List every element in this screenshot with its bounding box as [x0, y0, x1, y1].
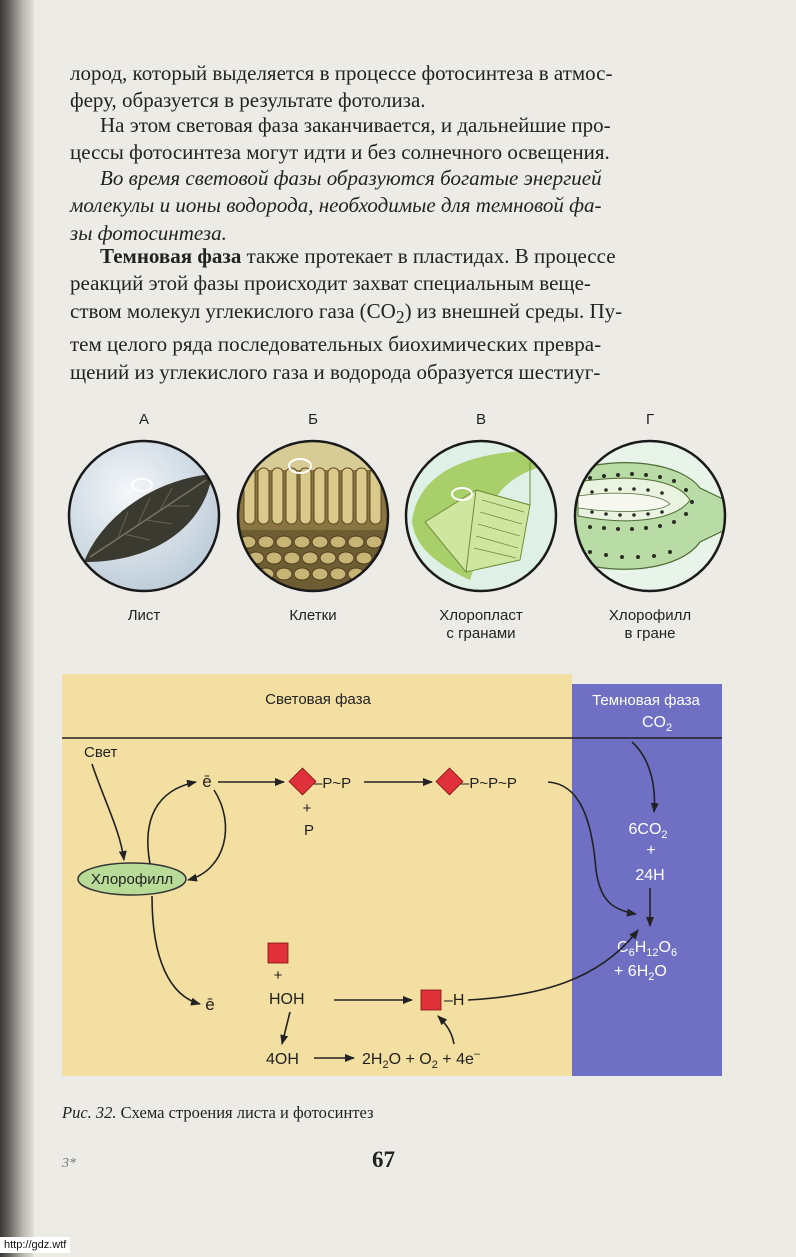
- g-h: H: [634, 939, 647, 956]
- electron-top: ē: [202, 772, 212, 791]
- p-2h: 2H: [362, 1051, 383, 1068]
- co2-text: CO: [641, 714, 666, 731]
- spongy-cell: [320, 552, 336, 564]
- adp-p-p: –P~P: [314, 775, 352, 792]
- spongy-cell: [366, 536, 382, 548]
- water-oxygen-products: [362, 1048, 481, 1071]
- light-label: Свет: [84, 744, 118, 761]
- term-dark-phase: Темновая фаза: [100, 244, 242, 268]
- circle-letter-v: В: [475, 411, 486, 428]
- text-line: тем целого ряда последовательных биохимических превра-: [70, 332, 602, 357]
- subscript: 2: [395, 307, 405, 327]
- g-6b: 6: [670, 947, 678, 959]
- hoh-label: HOH: [269, 991, 305, 1008]
- w-2: 2: [648, 971, 655, 983]
- w-o: O: [654, 963, 667, 980]
- label-line: Клетки: [289, 607, 337, 624]
- palisade-cell: [272, 468, 283, 524]
- spongy-cell: [276, 568, 292, 580]
- p-o: O + O: [388, 1051, 432, 1068]
- atp-p-p-p: –P~P~P: [461, 775, 517, 792]
- six-co2-text: 6CO: [628, 821, 662, 838]
- spongy-cell: [330, 568, 346, 580]
- co2-sub: 2: [665, 722, 673, 734]
- h-bound-marker: [421, 990, 441, 1010]
- palisade-cell: [286, 468, 297, 524]
- g-o: O: [658, 939, 671, 956]
- text-line: цессы фотосинтеза могут идти и без солнечного освещения.: [70, 140, 610, 165]
- p-sub1: 2: [382, 1059, 389, 1071]
- palisade-cell: [300, 468, 311, 524]
- six-co2-sub: 2: [661, 829, 668, 841]
- spongy-cell: [356, 552, 372, 564]
- label-line: Хлоропласт: [439, 607, 523, 624]
- page-number: 67: [372, 1147, 395, 1172]
- palisade-cell: [314, 468, 325, 524]
- label-line: Хлорофилл: [608, 607, 692, 624]
- leaf-illustration: [69, 441, 219, 591]
- circle-letter-g: Г: [645, 411, 655, 428]
- text-line: щений из углекислого газа и водорода образуется шестиуг-: [70, 359, 601, 384]
- h24: 24H: [635, 867, 665, 884]
- source-watermark: http://gdz.wtf: [0, 1237, 70, 1253]
- spongy-cell: [258, 536, 274, 548]
- light-phase-title: Световая фаза: [265, 691, 371, 708]
- caption-label: Рис. 32.: [62, 1103, 117, 1122]
- plus-p: +: [302, 800, 312, 817]
- text-span: ством молекул углекислого газа (CO: [70, 298, 396, 323]
- spongy-cell: [330, 536, 346, 548]
- h-bound-label: –H: [444, 992, 465, 1009]
- caption-text: Схема строения листа и фотосинтез: [116, 1103, 374, 1122]
- text-line: зы фотосинтеза.: [70, 220, 227, 245]
- spongy-cell: [240, 568, 256, 580]
- g-6: 6: [628, 947, 635, 959]
- dark-plus: +: [646, 842, 656, 859]
- spongy-cell: [284, 552, 300, 564]
- p-minus: –: [473, 1048, 480, 1060]
- spongy-cell: [366, 568, 382, 580]
- spongy-cell: [302, 552, 318, 564]
- palisade-cell: [258, 468, 269, 524]
- chlorophyll-label: Хлорофилл: [90, 871, 174, 888]
- figure-caption: [62, 1103, 374, 1123]
- spongy-cell: [348, 536, 364, 548]
- printer-signature: 3*: [62, 1156, 76, 1171]
- palisade-cell: [356, 468, 367, 524]
- palisade-cell: [328, 468, 339, 524]
- spongy-cell: [276, 536, 292, 548]
- spongy-cell: [312, 536, 328, 548]
- text-line: На этом световая фаза заканчивается, и дальнейшие про-: [100, 113, 611, 137]
- circle-letter-b: Б: [308, 411, 318, 428]
- spongy-cell: [294, 536, 310, 548]
- spongy-cell: [338, 552, 354, 564]
- text-span: также протекает в пластидах. В процессе: [241, 244, 616, 268]
- text-line: феру, образуется в результате фотолиза.: [70, 88, 426, 113]
- spongy-cell: [312, 568, 328, 580]
- w-a: + 6H: [614, 963, 649, 980]
- g-c: C: [617, 939, 629, 956]
- p-sub2: 2: [431, 1059, 438, 1071]
- p-4e: + 4e: [437, 1051, 474, 1068]
- text-line: реакций этой фазы происходит захват специальным веще-: [70, 271, 591, 296]
- chloroplast-illustration: [406, 441, 560, 591]
- text-line: Во время световой фазы образуются богатые энергией: [100, 166, 602, 190]
- circle-letter-a: А: [138, 411, 149, 428]
- text-line: лород, который выделяется в процессе фотосинтеза в атмос-: [70, 61, 613, 85]
- cells-illustration: [238, 441, 390, 592]
- label-line: в гране: [624, 625, 676, 642]
- palisade-cell: [342, 468, 353, 524]
- text-line: молекулы и ионы водорода, необходимые для темновой фа-: [70, 193, 602, 218]
- spongy-cell: [294, 568, 310, 580]
- electron-bottom: ē: [205, 995, 215, 1014]
- label-line: Лист: [127, 607, 161, 624]
- grana-illustration: [575, 441, 725, 591]
- four-oh: 4OH: [266, 1051, 299, 1068]
- p-label: P: [303, 822, 315, 839]
- text-span: ) из внешней среды. Пу-: [404, 298, 623, 323]
- h-carrier-marker: [268, 943, 288, 963]
- g-12: 12: [646, 947, 659, 959]
- label-line: с гранами: [446, 625, 516, 642]
- spongy-cell: [266, 552, 282, 564]
- dark-phase-title: Темновая фаза: [592, 692, 700, 709]
- plus-hoh: +: [273, 967, 283, 984]
